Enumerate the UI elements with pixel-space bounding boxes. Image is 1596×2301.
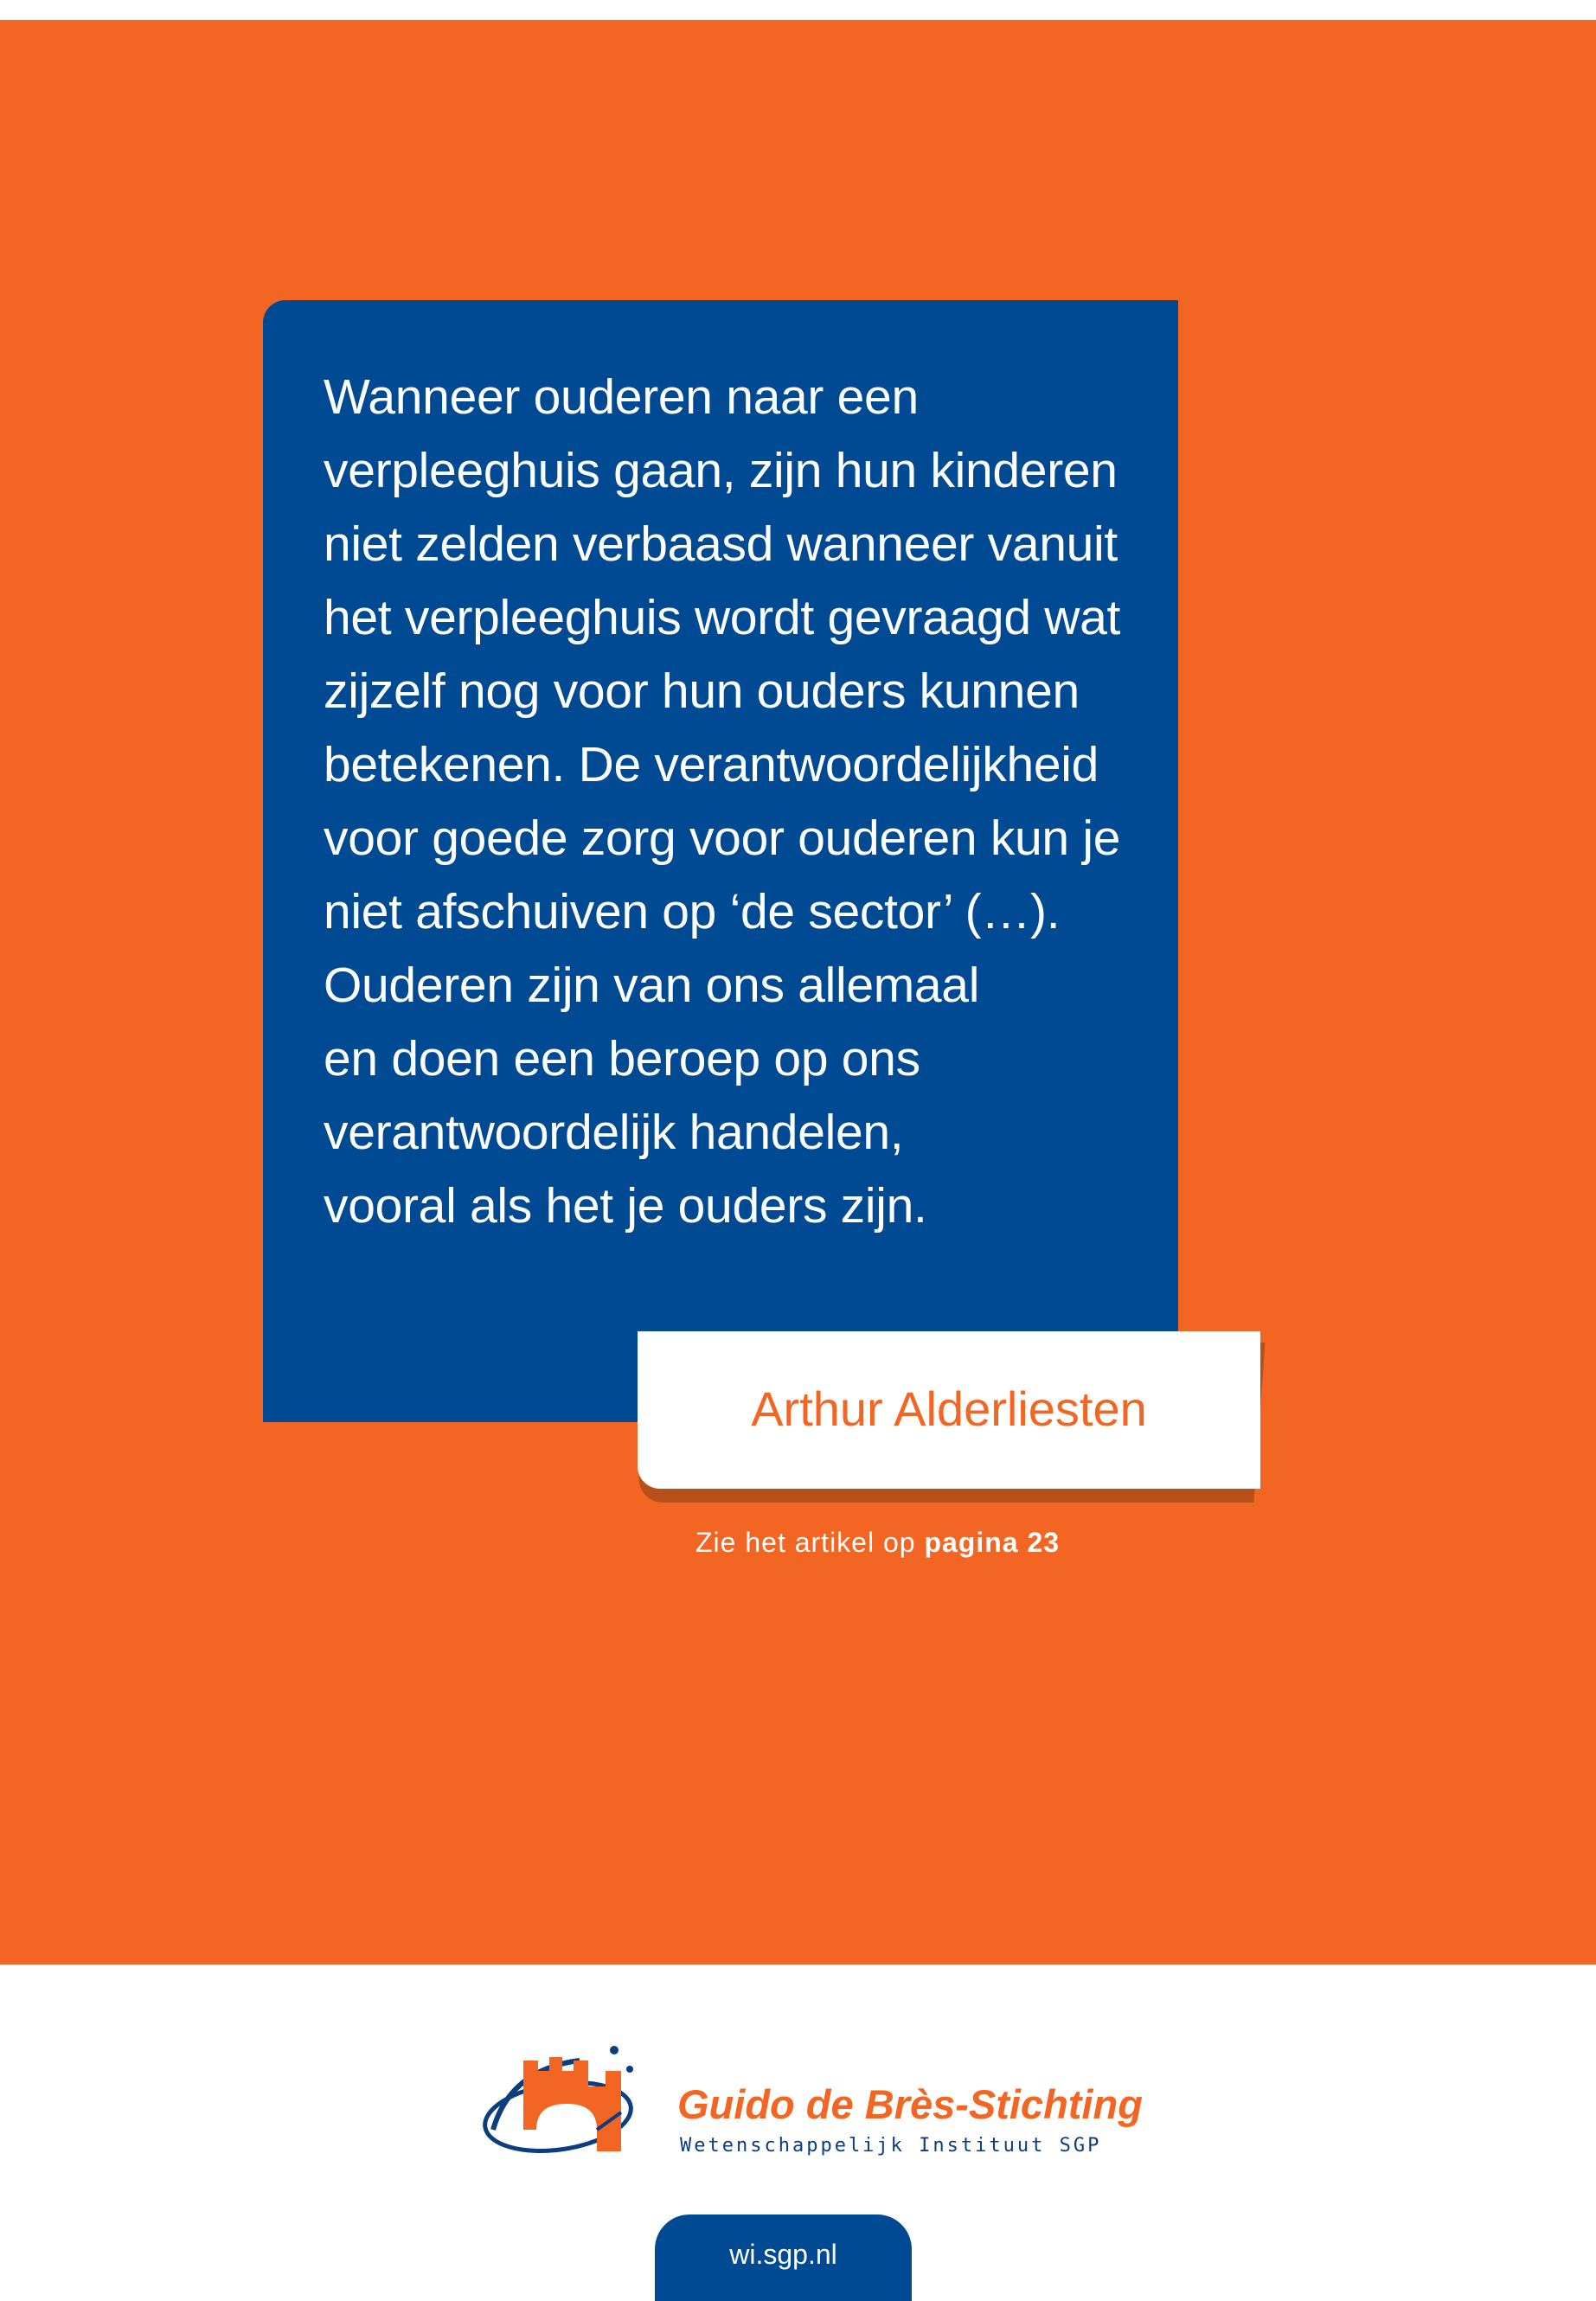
author-box bbox=[638, 1331, 1260, 1489]
quote-line: het verpleeghuis wordt gevraagd wat bbox=[324, 590, 1121, 645]
author-name: Arthur Alderliesten bbox=[751, 1381, 1147, 1436]
quote-text bbox=[324, 361, 1145, 1243]
quote-line: Ouderen zijn van ons allemaal bbox=[324, 958, 980, 1013]
quote-line: betekenen. De verantwoordelijkheid bbox=[324, 737, 1099, 792]
quote-line: voor goede zorg voor ouderen kun je bbox=[324, 811, 1121, 866]
quote-line: en doen een beroep op ons bbox=[324, 1031, 920, 1086]
quote-line: verantwoordelijk handelen, bbox=[324, 1105, 904, 1160]
quote-line: zijzelf nog voor hun ouders kunnen bbox=[324, 663, 1080, 719]
website-url[interactable]: wi.sgp.nl bbox=[729, 2239, 837, 2270]
url-pill[interactable] bbox=[655, 2214, 912, 2301]
quote-line: niet afschuiven op ‘de sector’ (…). bbox=[324, 884, 1061, 939]
orange-background bbox=[0, 20, 1596, 1965]
quote-line: Wanneer ouderen naar een bbox=[324, 369, 919, 425]
brand-subtitle: Wetenschappelijk Instituut SGP bbox=[680, 2135, 1102, 2157]
article-ref-prefix: Zie het artikel op bbox=[695, 1527, 925, 1558]
article-ref-page: pagina 23 bbox=[924, 1527, 1061, 1558]
brand-name: Guido de Brès-Stichting bbox=[677, 2081, 1143, 2127]
quote-line: verpleeghuis gaan, zijn hun kinderen bbox=[324, 443, 1118, 498]
quote-line: vooral als het je ouders zijn. bbox=[324, 1178, 927, 1234]
article-reference bbox=[695, 1527, 1060, 1559]
quote-line: niet zelden verbaasd wanneer vanuit bbox=[324, 516, 1118, 572]
quote-box bbox=[263, 300, 1178, 1422]
castle-logo-icon bbox=[476, 2035, 649, 2156]
